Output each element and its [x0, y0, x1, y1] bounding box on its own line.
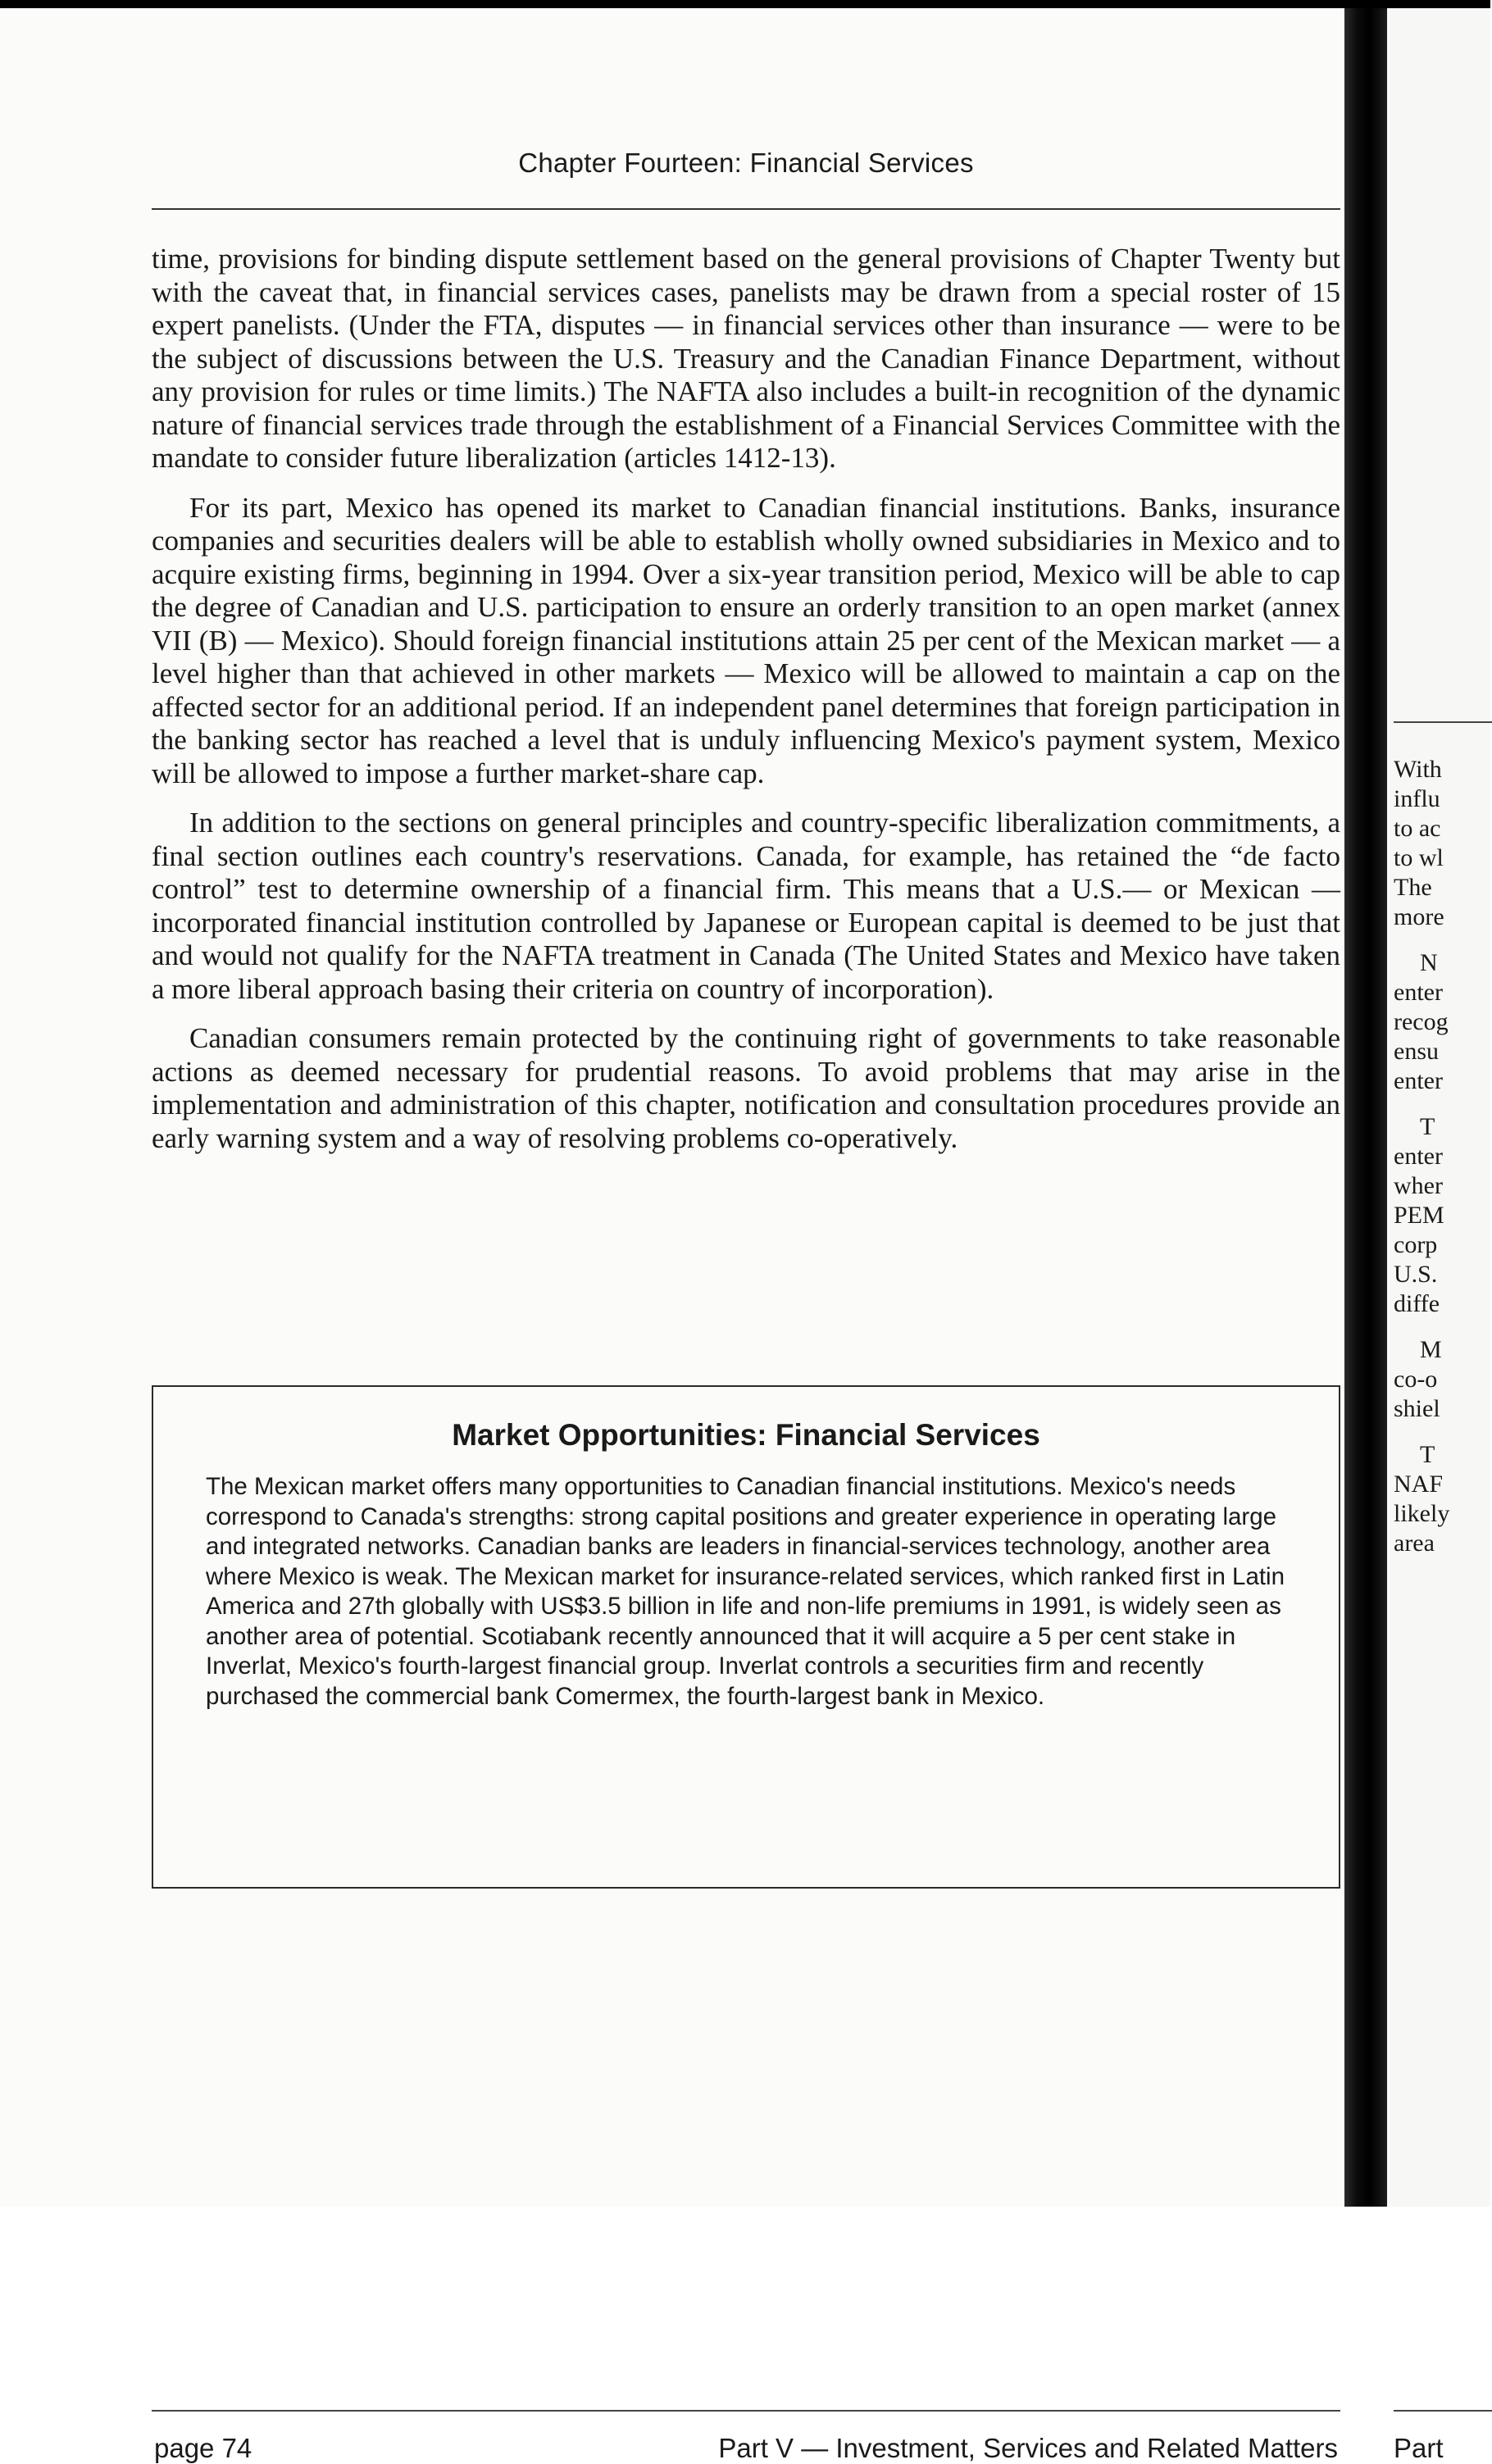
- paragraph-1: time, provisions for binding dispute settlement based on the general provisions of Chapter Twenty but with the caveat that, in financial services cases, panelists may be drawn from a special roster of 15 expert panelists. (Under the FTA, disputes — in financial services other than insurance — were to be the subject of discussions between the U.S. Treasury and the Canadian Finance Department, without any provision for rules or time limits.) The NAFTA also includes a built-in recognition of the dynamic nature of financial services trade through the establishment of a Financial Services Committee with the mandate to consider future liberalization (articles 1412-13).: [152, 243, 1340, 474]
- paragraph-2: For its part, Mexico has opened its market to Canadian financial institutions. Banks, insurance companies and securities dealers will be able to establish wholly owned subsidiaries in Mexico and to acquire existing firms, beginning in 1994. Over a six-year transition period, Mexico will be able to cap the degree of Canadian and U.S. participation to ensure an orderly transition to an open market (annex VII (B) — Mexico). Should foreign financial institutions attain 25 per cent of the Mexican market — a level higher than that achieved in other markets — Mexico will be allowed to maintain a cap on the affected sector for an additional period. If an independent panel determines that foreign participation in the banking sector has reached a level that is unduly influencing Mexico's payment system, Mexico will be allowed to impose a further market-share cap.: [152, 491, 1340, 789]
- next-page-line: wher: [1394, 1172, 1443, 1199]
- paragraph-4: Canadian consumers remain protected by the continuing right of governments to take reasonable actions as deemed necessary for prudential reasons. To avoid problems that may arise in the implementation and administration of this chapter, notification and consultation procedures provide an early warning system and a way of resolving problems co-operatively.: [152, 1022, 1340, 1154]
- next-page-line: T: [1420, 1113, 1435, 1140]
- scan-top-edge: [0, 0, 1490, 8]
- next-page-line: M: [1420, 1336, 1442, 1363]
- box-title: Market Opportunities: Financial Services: [452, 1418, 1040, 1452]
- body-text: [152, 243, 1340, 1171]
- next-page-line: NAF: [1394, 1471, 1444, 1498]
- next-page-line: likely: [1394, 1500, 1450, 1527]
- next-page-line: corp: [1394, 1231, 1438, 1258]
- market-opportunities-box: [152, 1385, 1340, 1889]
- next-page-line: enter: [1394, 1143, 1443, 1170]
- next-page-line: co-o: [1394, 1366, 1438, 1393]
- footer-rule: [152, 2410, 1340, 2412]
- next-page-line: recog: [1394, 1008, 1449, 1035]
- next-page-line: to wl: [1394, 844, 1444, 871]
- next-page-line: to ac: [1394, 815, 1441, 842]
- paragraph-3: In addition to the sections on general principles and country-specific liberalization commitments, a final section outlines each country's reservations. Canada, for example, has retained the “de facto control” test to determine ownership of a financial firm. This means that a U.S.— or Mexican — incorporated financial institution controlled by Japanese or European capital is deemed to be just that and would not qualify for the NAFTA treatment in Canada (The United States and Mexico have taken a more liberal approach basing their criteria on country of incorporation).: [152, 807, 1340, 1005]
- next-page-footer: Part: [1394, 2433, 1444, 2463]
- next-page-line: With: [1394, 756, 1442, 783]
- adjacent-page-fragment: [1387, 0, 1490, 2463]
- box-body: The Mexican market offers many opportunities to Canadian financial institutions. Mexico's needs correspond to Canada's strengths: strong capital positions and greater experience in operating large and integrated networks. Canadian banks are leaders in financial-services technology, another area where Mexico is weak. The Mexican market for insurance-related services, which ranked first in Latin America and 27th globally with US$3.5 billion in life and non-life premiums in 1991, is widely seen as another area of potential. Scotiabank recently announced that it will acquire a 5 per cent stake in Inverlat, Mexico's fourth-largest financial group. Inverlat controls a securities firm and recently purchased the commercial bank Comermex, the fourth-largest bank in Mexico.: [206, 1473, 1285, 1710]
- next-page-line: ensu: [1394, 1038, 1439, 1065]
- next-page-line: PEM: [1394, 1202, 1444, 1229]
- book-spine-shadow: [1344, 0, 1387, 2207]
- running-head: Chapter Fourteen: Financial Services: [518, 148, 974, 178]
- next-page-line: more: [1394, 903, 1444, 930]
- next-page-line: The: [1394, 874, 1432, 901]
- next-page-line: enter: [1394, 1067, 1443, 1094]
- next-page-line: U.S.: [1394, 1261, 1438, 1288]
- next-page-line: area: [1394, 1530, 1435, 1557]
- next-page-line: N: [1420, 949, 1438, 976]
- next-page-line: influ: [1394, 785, 1440, 812]
- part-title: Part V — Investment, Services and Related Matters: [718, 2433, 1338, 2463]
- header-rule: [152, 208, 1340, 210]
- next-page-line: T: [1420, 1441, 1435, 1468]
- next-page-rule: [1394, 721, 1492, 723]
- next-page-footer-rule: [1394, 2410, 1492, 2412]
- next-page-line: enter: [1394, 979, 1443, 1006]
- next-page-line: diffe: [1394, 1290, 1440, 1317]
- next-page-line: shiel: [1394, 1395, 1440, 1422]
- page-number: page 74: [154, 2433, 252, 2463]
